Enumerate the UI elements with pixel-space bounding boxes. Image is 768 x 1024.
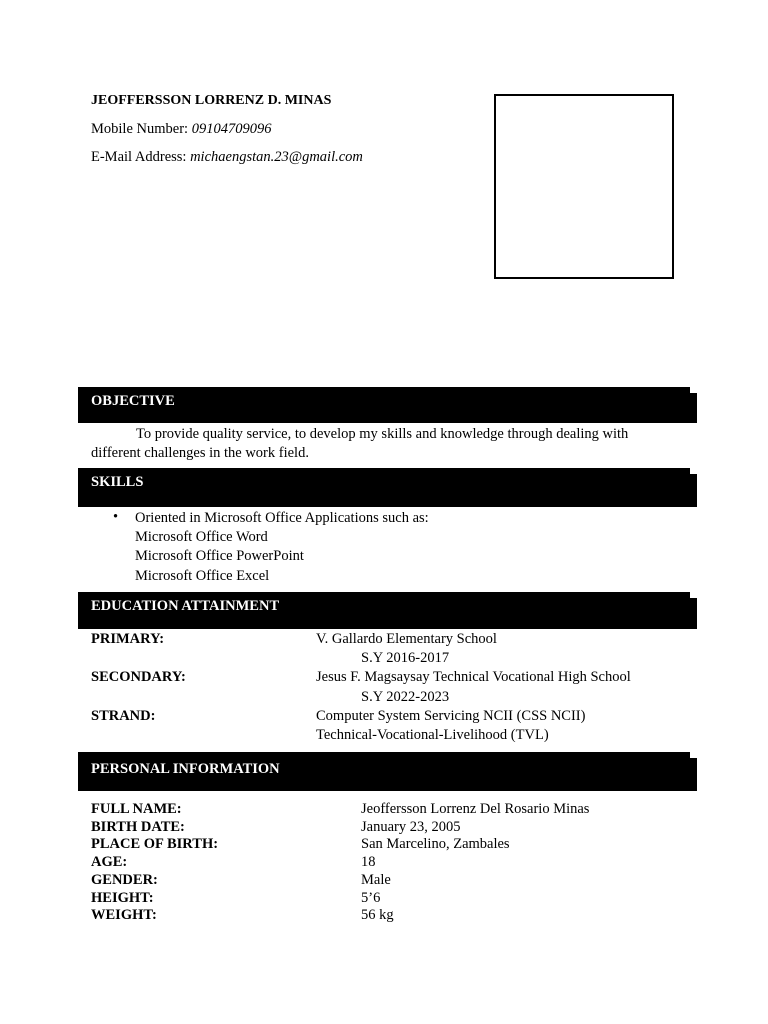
strand-line-2: Technical-Vocational-Livelihood (TVL) (316, 727, 549, 743)
objective-line-1: To provide quality service, to develop my skills and knowledge through dealing with (136, 426, 629, 442)
skill-item: Microsoft Office Excel (135, 567, 270, 584)
secondary-label: SECONDARY: (91, 669, 186, 685)
education-heading: EDUCATION ATTAINMENT (91, 598, 280, 614)
pi-label: AGE: (91, 854, 128, 871)
pi-label: WEIGHT: (91, 907, 157, 924)
secondary-sy: S.Y 2022-2023 (361, 689, 450, 705)
mobile-value: 09104709096 (191, 121, 272, 137)
pi-value: 5’6 (361, 889, 381, 906)
pi-value: January 23, 2005 (361, 818, 461, 835)
pi-value: Male (361, 871, 391, 888)
skill-item: Microsoft Office PowerPoint (135, 548, 304, 565)
skills-bullet: • (113, 509, 119, 525)
pi-label: HEIGHT: (91, 889, 154, 906)
pi-label: BIRTH DATE: (91, 818, 185, 835)
education-heading-bar (78, 592, 690, 629)
skills-heading-bar (78, 468, 690, 507)
pi-value: San Marcelino, Zambales (361, 836, 510, 853)
email-value: michaengstan.23@gmail.com (190, 149, 363, 165)
pi-label: GENDER: (91, 871, 158, 888)
pi-label: FULL NAME: (91, 801, 182, 817)
email-label: E-Mail Address: (91, 149, 191, 165)
objective-heading: OBJECTIVE (91, 393, 175, 409)
personal-heading: PERSONAL INFORMATION (91, 761, 280, 777)
photo-placeholder (494, 94, 674, 279)
pi-value: Jeoffersson Lorrenz Del Rosario Minas (361, 801, 590, 817)
personal-values (361, 801, 589, 925)
strand-label: STRAND: (91, 708, 156, 724)
mobile-label: Mobile Number: (91, 121, 192, 137)
objective-text (91, 425, 681, 462)
skill-item: Microsoft Office Word (135, 529, 268, 546)
primary-school: V. Gallardo Elementary School (316, 631, 497, 647)
objective-heading-bar (78, 387, 690, 423)
primary-sy: S.Y 2016-2017 (361, 650, 450, 666)
primary-label: PRIMARY: (91, 631, 165, 647)
skills-heading: SKILLS (91, 474, 144, 490)
email-line (91, 149, 363, 166)
pi-value: 56 kg (361, 907, 394, 924)
skills-list (135, 509, 429, 586)
mobile-line (91, 121, 271, 138)
personal-heading-bar (78, 752, 690, 791)
strand-line-1: Computer System Servicing NCII (CSS NCII) (316, 708, 586, 724)
objective-line-2: different challenges in the work field. (91, 444, 309, 461)
pi-label: PLACE OF BIRTH: (91, 836, 219, 853)
pi-value: 18 (361, 854, 376, 871)
personal-labels (91, 801, 218, 925)
skill-item: Oriented in Microsoft Office Applications such as: (135, 510, 429, 526)
applicant-name: JEOFFERSSON LORRENZ D. MINAS (91, 93, 332, 108)
secondary-school: Jesus F. Magsaysay Technical Vocational High School (316, 669, 631, 685)
